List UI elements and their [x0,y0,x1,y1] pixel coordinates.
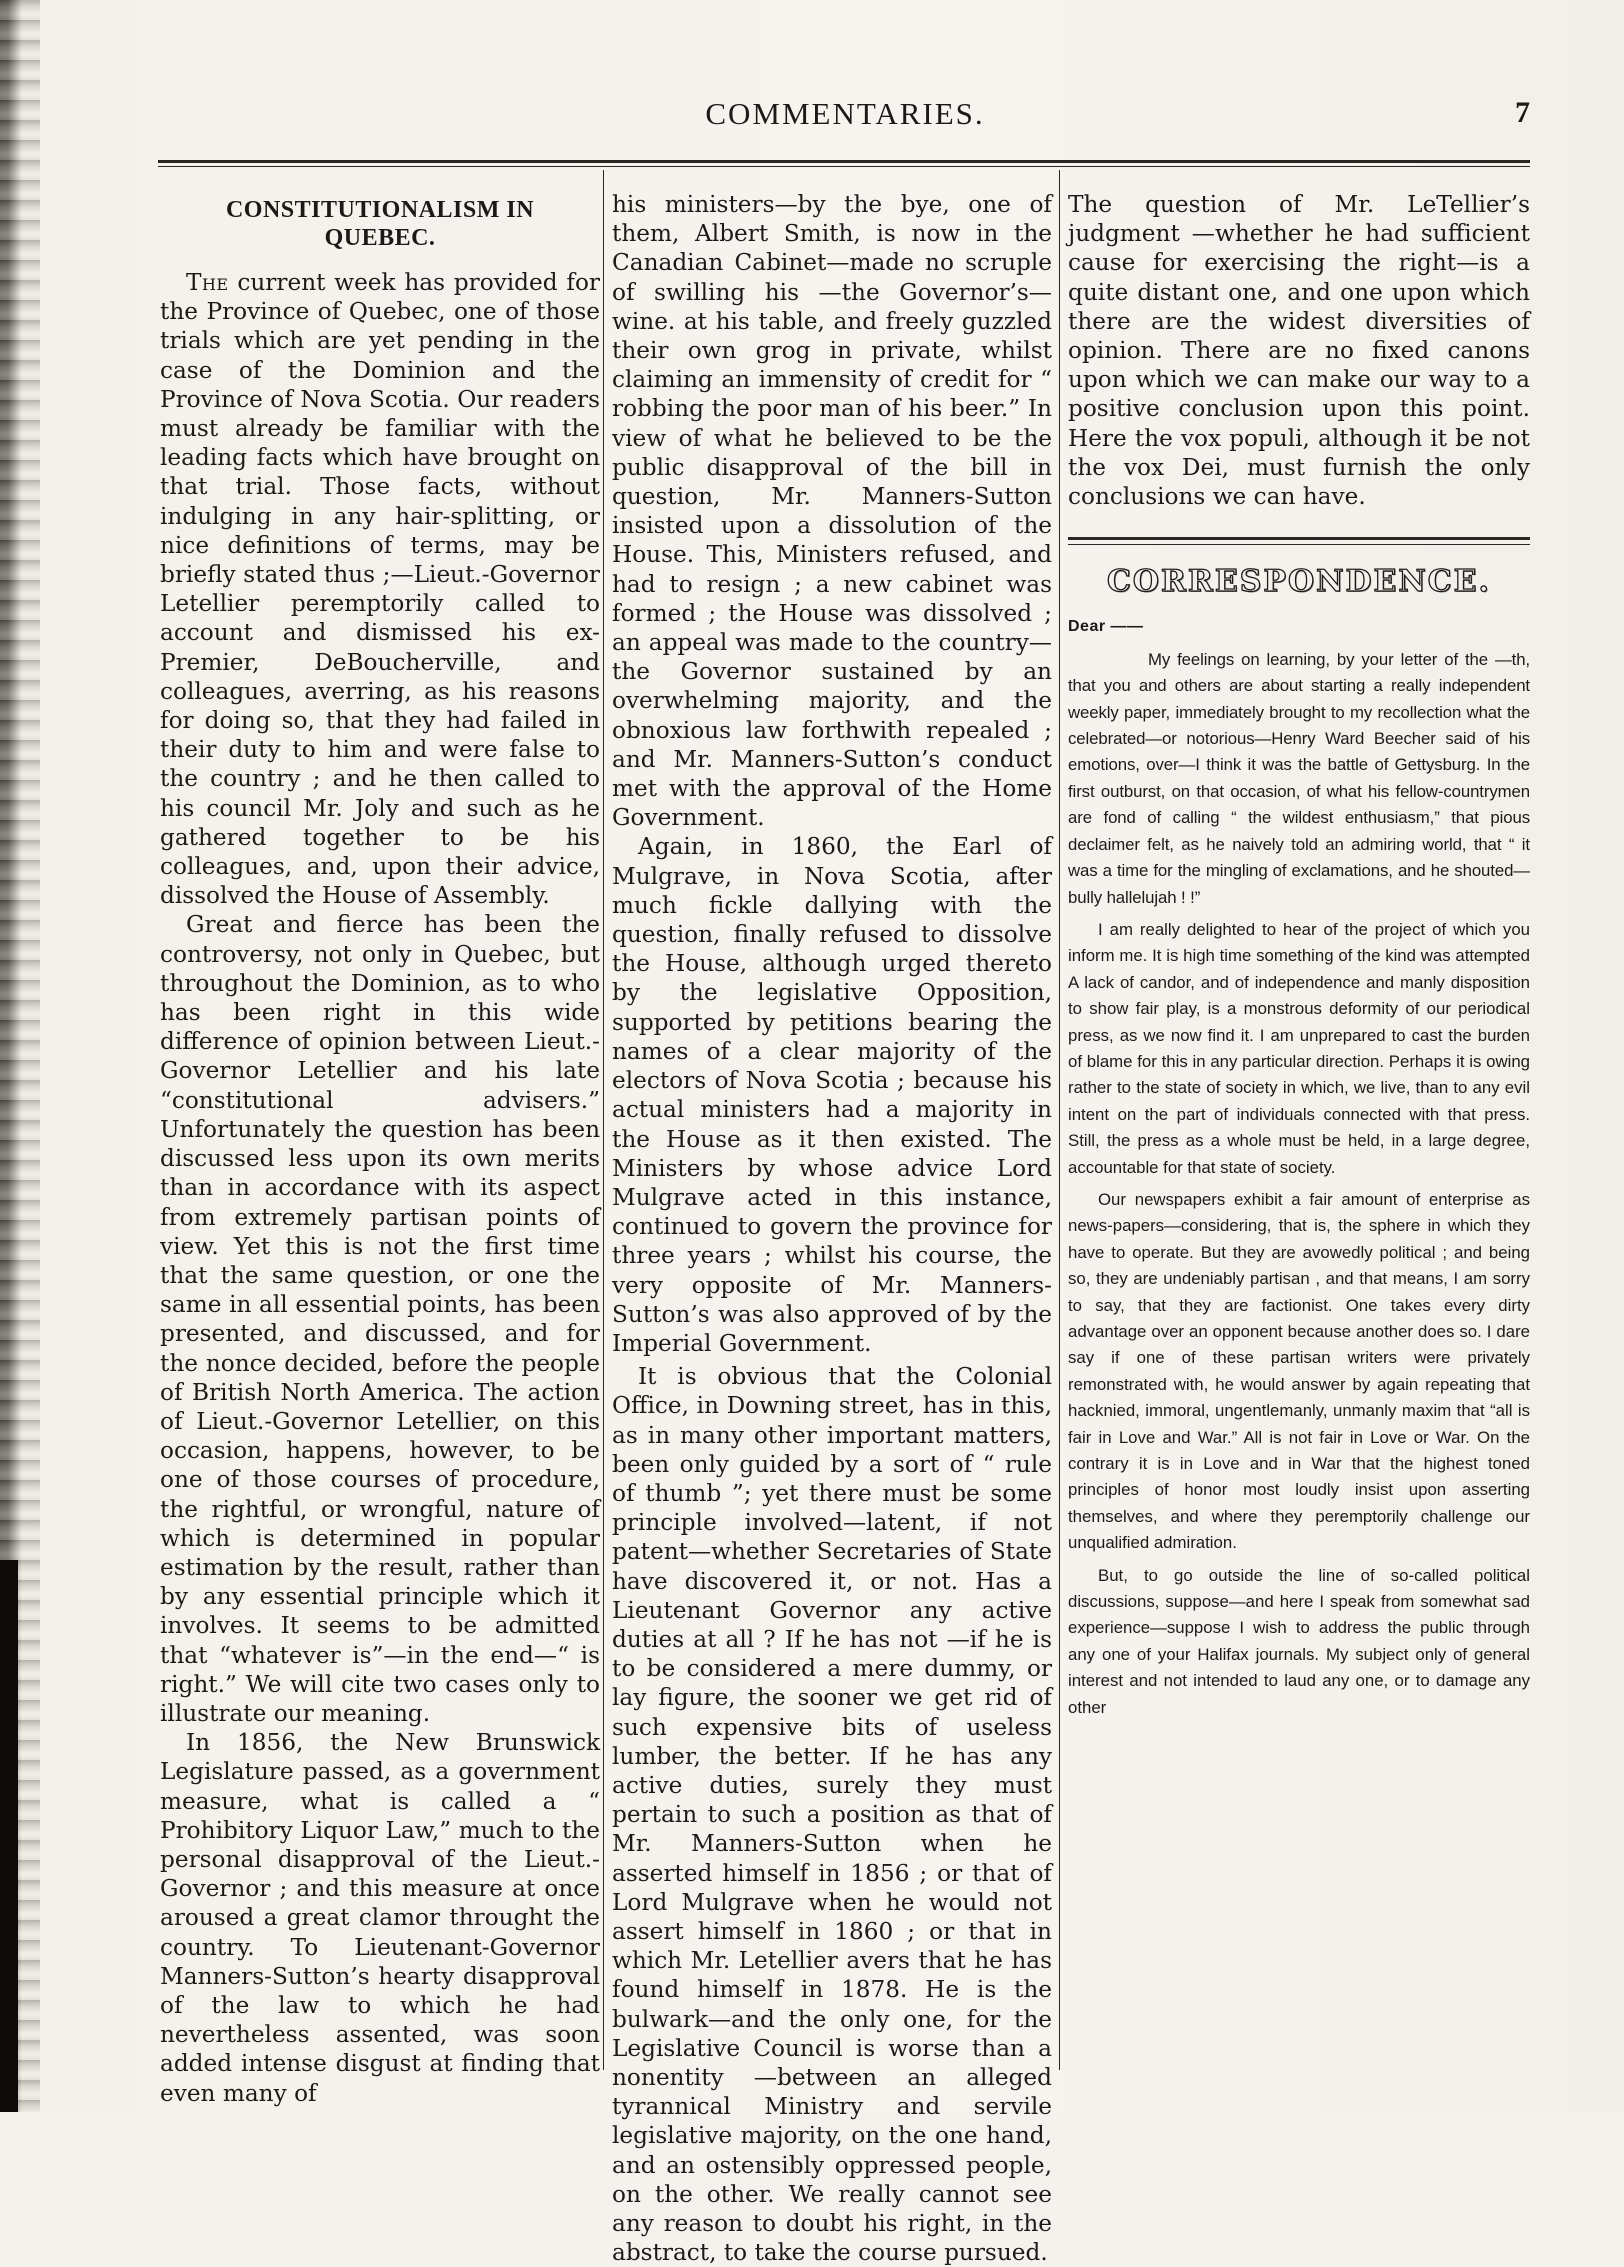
article-paragraph: his ministers—by the bye, one of them, Albert Smith, is now in the Canadian Cabinet—made no scruple of swilling his —the Governor’s—wine. at his table, and freely guzzled their own grog in private, whilst claiming an immensity of credit for “ robbing the poor man of his beer.” In view of what he believed to be the public disapproval of the bill in question, Mr. Manners-Sutton insisted upon a dissolution of the House. This, Ministers refused, and had to resign ; a new cabinet was formed ; the House was dissolved ; an appeal was made to the country—the Governor sustained by an overwhelming majority, and the obnoxious law forthwith repealed ; and Mr. Manners-Sutton’s conduct met with the approval of the Home Government. [612,191,1052,832]
page-number: 7 [1515,96,1530,129]
section-rule [1068,537,1530,545]
letter-salutation: Dear —— [1068,618,1144,636]
header-rule-thick [158,160,1530,163]
article-paragraph: In 1856, the New Brunswick Legislature passed, as a government measure, what is called a “ Prohibitory Liquor Law,” much to the personal disapproval of the Lieut.-Governor ; and this measure at once aroused a great clamor throught the country. To Lieutenant-Governor Manners-Sutton’s hearty disapproval of the law to which he had nevertheless assented, was soon added intense disgust at finding that even many of [160,1729,600,2107]
letter-paragraph: I am really delighted to hear of the project of which you inform me. It is high time something of the kind was attempted A lack of candor, and of independence and manly disposition to show fair play, is a monstrous deformity of our periodical press, as we now find it. I am unprepared to cast the burden of blame for this in any particular direction. Perhaps it is owing rather to the state of society in which, we live, than to any evil intent on the part of individuals connected with that press. Still, the press as a whole must be held, in a large degree, accountable for that state of society. [1068,919,1530,1177]
column-three [1068,190,1530,1721]
correspondence-heading: CORRESPONDENCE. [1106,564,1491,600]
header-rule-thin [158,166,1530,167]
article-paragraph: The question of Mr. LeTellier’s judgment —whether he had sufficient cause for exercising the right—is a quite distant one, and one upon which there are the widest diversities of opinion. There are no fixed canons upon which we can make our way to a positive conclusion upon this point. Here the vox populi, although it be not the vox Dei, must furnish the only conclusions we can have. [1068,191,1530,511]
page-header [160,96,1530,146]
letter-paragraph: Our newspapers exhibit a fair amount of enterprise as news-papers—considering, that is, the sphere in which they have to operate. But they are avowedly political ; and being so, they are undeniably partisan , and that means, I am sorry to say, that they are factionist. One takes every dirty advantage over an opponent because another does so. I dare say if one of these partisan writers were privately remonstrated with, he would answer by again repeating that hacknied, immoral, ungentlemanly, unmanly maxim that “all is fair in Love and War.” All is not fair in Love or War. On the contrary it is in Love and in War that the highest toned principles of honor most loudly insist upon asserting themselves, and where they peremptorily challenge our unqualified admiration. [1068,1189,1530,1553]
column-divider [603,170,604,2070]
article-paragraph: It is obvious that the Colonial Office, in Downing street, has in this, as in many other important matters, been only guided by a sort of “ rule of thumb ”; yet there must be some principle involved—latent, if not patent—whether Secretaries of State have discovered it, or not. Has a Lieutenant Governor any active duties at all ? If he has not —if he is to be considered a mere dummy, or lay figure, the sooner we get rid of such expensive bits of useless lumber, the better. If he has any active duties, surely they must pertain to such a position as that of Mr. Manners-Sutton when he asserted himself in 1856 ; or that of Lord Mulgrave when he would not assert himself in 1860 ; or that in which Mr. Letellier avers that he has found himself in 1878. He is the bulwark—and the only one, for the Legislative Council is worse than a nonentity —between an alleged tyrannical Ministry and servile legislative majority, on the one hand, and an ostensibly oppressed people, on the other. We really cannot see any reason to doubt his right, in the abstract, to take the course pursued. [612,1363,1052,2267]
lead-word: The [186,269,229,296]
column-one [160,190,600,2108]
running-title: COMMENTARIES. [705,96,985,131]
article-paragraph: Again, in 1860, the Earl of Mulgrave, in Nova Scotia, after much fickle dallying with the question, finally refused to dissolve the House, although urged thereto by the legislative Opposition, supported by petitions bearing the names of a clear majority of the electors of Nova Scotia ; because his actual ministers had a majority in the House as it then existed. The Ministers by whose advice Lord Mulgrave acted in this instance, continued to govern the province for three years ; whilst his course, the very opposite of Mr. Manners-Sutton’s was also approved of by the Imperial Government. [612,833,1052,1357]
paragraph-text: current week has provided for the Province of Quebec, one of those trials which are yet pending in the case of the Dominion and the Province of Nova Scotia. Our readers must already be familiar with the leading facts which have brought on that trial. Those facts, without indulging in any hair-splitting, or nice definitions of terms, may be briefly stated thus ;—Lieut.-Governor Letellier peremptorily called to account and dismissed his ex-Premier, DeBoucherville, and colleagues, averring, as his reasons for doing so, that they had failed in their duty to him and were false to the country ; and he then called to his council Mr. Joly and such as he gathered together to be his colleagues, and, upon their advice, dissolved the House of Assembly. [160,269,600,910]
article-title [160,196,600,252]
letter-paragraph: My feelings on learning, by your letter of the —th, that you and others are about starting a really independent weekly paper, immediately brought to my recollection what the celebrated—or notorious—Henry Ward Beecher said of his emotions, over—I think it was the battle of Gettysburg. In the first outburst, on that occasion, of what his fellow-countrymen are fond of calling “ the wildest enthusiasm,” that pious declaimer felt, as he naively told an admiring world, that “ it was a time for the mingling of exclamations, and he shouted—bully hallelujah ! !” [1068,649,1530,907]
article-title-line: CONSTITUTIONALISM IN [225,197,535,223]
column-two [612,190,1052,2267]
article-paragraph [160,268,600,910]
correspondence-letter [1068,614,1530,1721]
article-paragraph: Great and fierce has been the controversy, not only in Quebec, but throughout the Dominion, as to who has been right in this wide difference of opinion between Lieut.-Governor Letellier and his late “constitutional advisers.” Unfortunately the question has been discussed less upon its own merits than in accordance with its aspect from extremely partisan points of view. Yet this is not the first time that the same question, or one the same in all essential points, has been presented, and discussed, and for the nonce decided, before the people of British North America. The action of Lieut.-Governor Letellier, on this occasion, happens, however, to be one of those courses of procedure, the rightful, or wrongful, nature of which is determined in popular estimation by the result, rather than by any essential principle which it involves. It seems to be admitted that “whatever is”—in the end—“ is right.” We will cite two cases only to illustrate our meaning. [160,911,600,1727]
article-title-line: QUEBEC. [324,225,436,251]
scan-border [0,1560,18,2112]
letter-paragraph: But, to go outside the line of so-called political discussions, suppose—and here I speak from somewhat sad experience—suppose I wish to address the public through any one of your Halifax journals. My subject only of general interest and not intended to laud any one, or to damage any other [1068,1565,1530,1717]
column-divider [1059,170,1060,2070]
